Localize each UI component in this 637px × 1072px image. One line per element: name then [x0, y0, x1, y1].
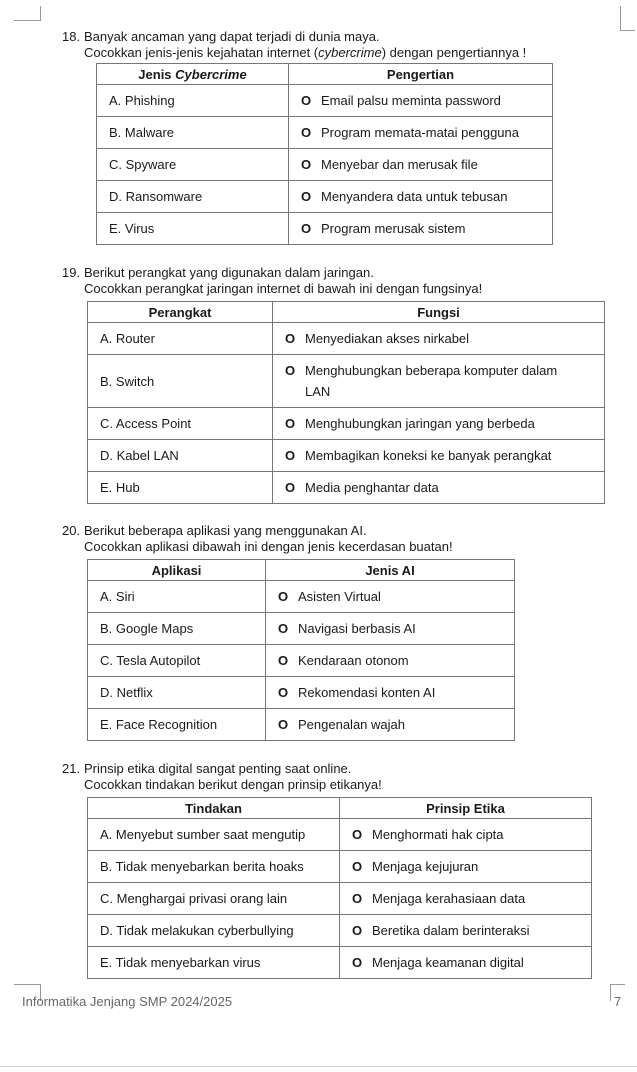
match-bullet-icon[interactable]: O	[285, 331, 296, 346]
match-bullet-icon[interactable]: O	[301, 189, 312, 204]
table-row	[88, 323, 605, 355]
column-header-left: Tindakan	[88, 798, 340, 819]
definition-cell[interactable]	[273, 355, 605, 408]
table-row	[88, 472, 605, 504]
question-instruction: Cocokkan jenis-jenis kejahatan internet (cybercrime) dengan pengertiannya !	[84, 45, 527, 60]
crop-mark-top-right	[620, 6, 635, 31]
item-label: C. Menghargai privasi orang lain	[88, 883, 340, 915]
definition-cell[interactable]	[289, 149, 553, 181]
question-number: 21.	[62, 761, 81, 776]
definition-text-continued: LAN	[305, 384, 331, 399]
matching-table-21	[87, 797, 592, 979]
item-label: A. Siri	[88, 581, 266, 613]
definition-text: Menjaga kerahasiaan data	[372, 891, 526, 906]
column-header-left: Aplikasi	[88, 560, 266, 581]
match-bullet-icon[interactable]: O	[278, 717, 289, 732]
question-number: 18.	[62, 29, 81, 44]
crop-mark-top-left	[14, 6, 41, 21]
definition-text: Email palsu meminta password	[321, 93, 501, 108]
question-number: 19.	[62, 265, 81, 280]
table-row	[88, 819, 592, 851]
match-bullet-icon[interactable]: O	[352, 923, 363, 938]
definition-cell[interactable]	[289, 213, 553, 245]
definition-text: Program mematа-matai pengguna	[321, 125, 519, 140]
question-instruction: Cocokkan aplikasi dibawah ini dengan jenis kecerdasan buatan!	[84, 539, 453, 554]
definition-text: Membagikan koneksi ke banyak perangkat	[305, 448, 552, 463]
match-bullet-icon[interactable]: O	[352, 891, 363, 906]
match-bullet-icon[interactable]: O	[301, 221, 312, 236]
table-row	[97, 213, 553, 245]
column-header-right: Prinsip Etika	[340, 798, 592, 819]
match-bullet-icon[interactable]: O	[285, 363, 296, 378]
definition-text: Menjaga keamanan digital	[372, 955, 524, 970]
question-text: Berikut perangkat yang digunakan dalam jaringan.	[84, 265, 374, 280]
match-bullet-icon[interactable]: O	[278, 653, 289, 668]
item-label: B. Google Maps	[88, 613, 266, 645]
table-header	[88, 302, 605, 323]
column-header-left: Jenis Cybercrime	[97, 64, 289, 85]
item-label: E. Hub	[88, 472, 273, 504]
definition-text: Menghormati hak cipta	[372, 827, 504, 842]
matching-table-18	[96, 63, 553, 245]
definition-text: Program merusak sistem	[321, 221, 466, 236]
definition-cell[interactable]	[273, 472, 605, 504]
definition-text: Menyediakan akses nirkabel	[305, 331, 470, 346]
definition-cell[interactable]	[289, 181, 553, 213]
definition-text: Menghubungkan beberapa komputer dalam	[305, 363, 558, 378]
definition-text: Menyandera data untuk tebusan	[321, 189, 508, 204]
item-label: D. Kabel LAN	[88, 440, 273, 472]
item-label: C. Access Point	[88, 408, 273, 440]
item-label: A. Router	[88, 323, 273, 355]
definition-cell[interactable]	[289, 117, 553, 149]
item-label: A. Phishing	[97, 85, 289, 117]
match-bullet-icon[interactable]: O	[352, 859, 363, 874]
item-label: A. Menyebut sumber saat mengutip	[88, 819, 340, 851]
table-row	[88, 613, 515, 645]
table-row	[97, 181, 553, 213]
item-label: C. Spyware	[97, 149, 289, 181]
definition-text: Menghubungkan jaringan yang berbeda	[305, 416, 535, 431]
table-row	[88, 645, 515, 677]
match-bullet-icon[interactable]: O	[352, 955, 363, 970]
definition-cell[interactable]	[273, 440, 605, 472]
table-row	[88, 915, 592, 947]
matching-table-19	[87, 301, 605, 504]
definition-cell[interactable]	[273, 323, 605, 355]
match-bullet-icon[interactable]: O	[352, 827, 363, 842]
definition-cell[interactable]	[266, 677, 515, 709]
table-row	[88, 709, 515, 741]
item-label: C. Tesla Autopilot	[88, 645, 266, 677]
definition-text: Navigasi berbasis AI	[298, 621, 416, 636]
definition-text: Beretika dalam berinteraksi	[372, 923, 530, 938]
item-label: B. Tidak menyebarkan berita hoaks	[88, 851, 340, 883]
definition-cell[interactable]	[289, 85, 553, 117]
item-label: E. Virus	[97, 213, 289, 245]
table-row	[97, 149, 553, 181]
item-label: D. Tidak melakukan cyberbullying	[88, 915, 340, 947]
table-header	[88, 560, 515, 581]
item-label: B. Switch	[88, 355, 273, 408]
definition-text: Menyebar dan merusak file	[321, 157, 478, 172]
table-header	[88, 798, 592, 819]
item-label: E. Face Recognition	[88, 709, 266, 741]
question-number: 20.	[62, 523, 81, 538]
item-label: D. Netflix	[88, 677, 266, 709]
item-label: B. Malware	[97, 117, 289, 149]
match-bullet-icon[interactable]: O	[278, 589, 289, 604]
definition-cell[interactable]	[340, 883, 592, 915]
match-bullet-icon[interactable]: O	[278, 621, 289, 636]
matching-table-20	[87, 559, 515, 741]
definition-text: Asisten Virtual	[298, 589, 381, 604]
question-instruction: Cocokkan perangkat jaringan internet di bawah ini dengan fungsinya!	[84, 281, 483, 296]
column-header-right: Pengertian	[289, 64, 553, 85]
definition-text: Pengenalan wajah	[298, 717, 405, 732]
page-divider	[0, 1066, 637, 1067]
table-row	[88, 581, 515, 613]
definition-text: Kendaraan otonom	[298, 653, 409, 668]
column-header-right: Jenis AI	[266, 560, 515, 581]
table-row	[88, 851, 592, 883]
definition-cell[interactable]	[340, 947, 592, 979]
definition-cell[interactable]	[266, 613, 515, 645]
match-bullet-icon[interactable]: O	[278, 685, 289, 700]
question-text: Prinsip etika digital sangat penting saat online.	[84, 761, 352, 776]
table-row	[97, 117, 553, 149]
definition-text: Rekomendasi konten AI	[298, 685, 436, 700]
definition-cell[interactable]	[340, 915, 592, 947]
column-header-left: Perangkat	[88, 302, 273, 323]
definition-cell[interactable]	[266, 581, 515, 613]
page-footer: Informatika Jenjang SMP 2024/2025	[22, 994, 233, 1009]
table-row	[88, 355, 605, 408]
item-label: D. Ransomware	[97, 181, 289, 213]
table-row	[88, 947, 592, 979]
page-number: 7	[614, 994, 622, 1009]
question-text: Banyak ancaman yang dapat terjadi di dunia maya.	[84, 29, 380, 44]
definition-text: Media penghantar data	[305, 480, 439, 495]
table-row	[88, 440, 605, 472]
match-bullet-icon[interactable]: O	[285, 416, 296, 431]
match-bullet-icon[interactable]: O	[301, 157, 312, 172]
definition-cell[interactable]	[273, 408, 605, 440]
table-row	[97, 85, 553, 117]
definition-cell[interactable]	[266, 645, 515, 677]
definition-cell[interactable]	[266, 709, 515, 741]
definition-cell[interactable]	[340, 851, 592, 883]
question-text: Berikut beberapa aplikasi yang menggunakan AI.	[84, 523, 367, 538]
table-row	[88, 677, 515, 709]
match-bullet-icon[interactable]: O	[301, 125, 312, 140]
table-row	[88, 408, 605, 440]
question-instruction: Cocokkan tindakan berikut dengan prinsip etikanya!	[84, 777, 382, 792]
match-bullet-icon[interactable]: O	[301, 93, 312, 108]
match-bullet-icon[interactable]: O	[285, 448, 296, 463]
match-bullet-icon[interactable]: O	[285, 480, 296, 495]
definition-cell[interactable]	[340, 819, 592, 851]
definition-text: Menjaga kejujuran	[372, 859, 479, 874]
table-row	[88, 883, 592, 915]
column-header-right: Fungsi	[273, 302, 605, 323]
item-label: E. Tidak menyebarkan virus	[88, 947, 340, 979]
table-header	[97, 64, 553, 85]
